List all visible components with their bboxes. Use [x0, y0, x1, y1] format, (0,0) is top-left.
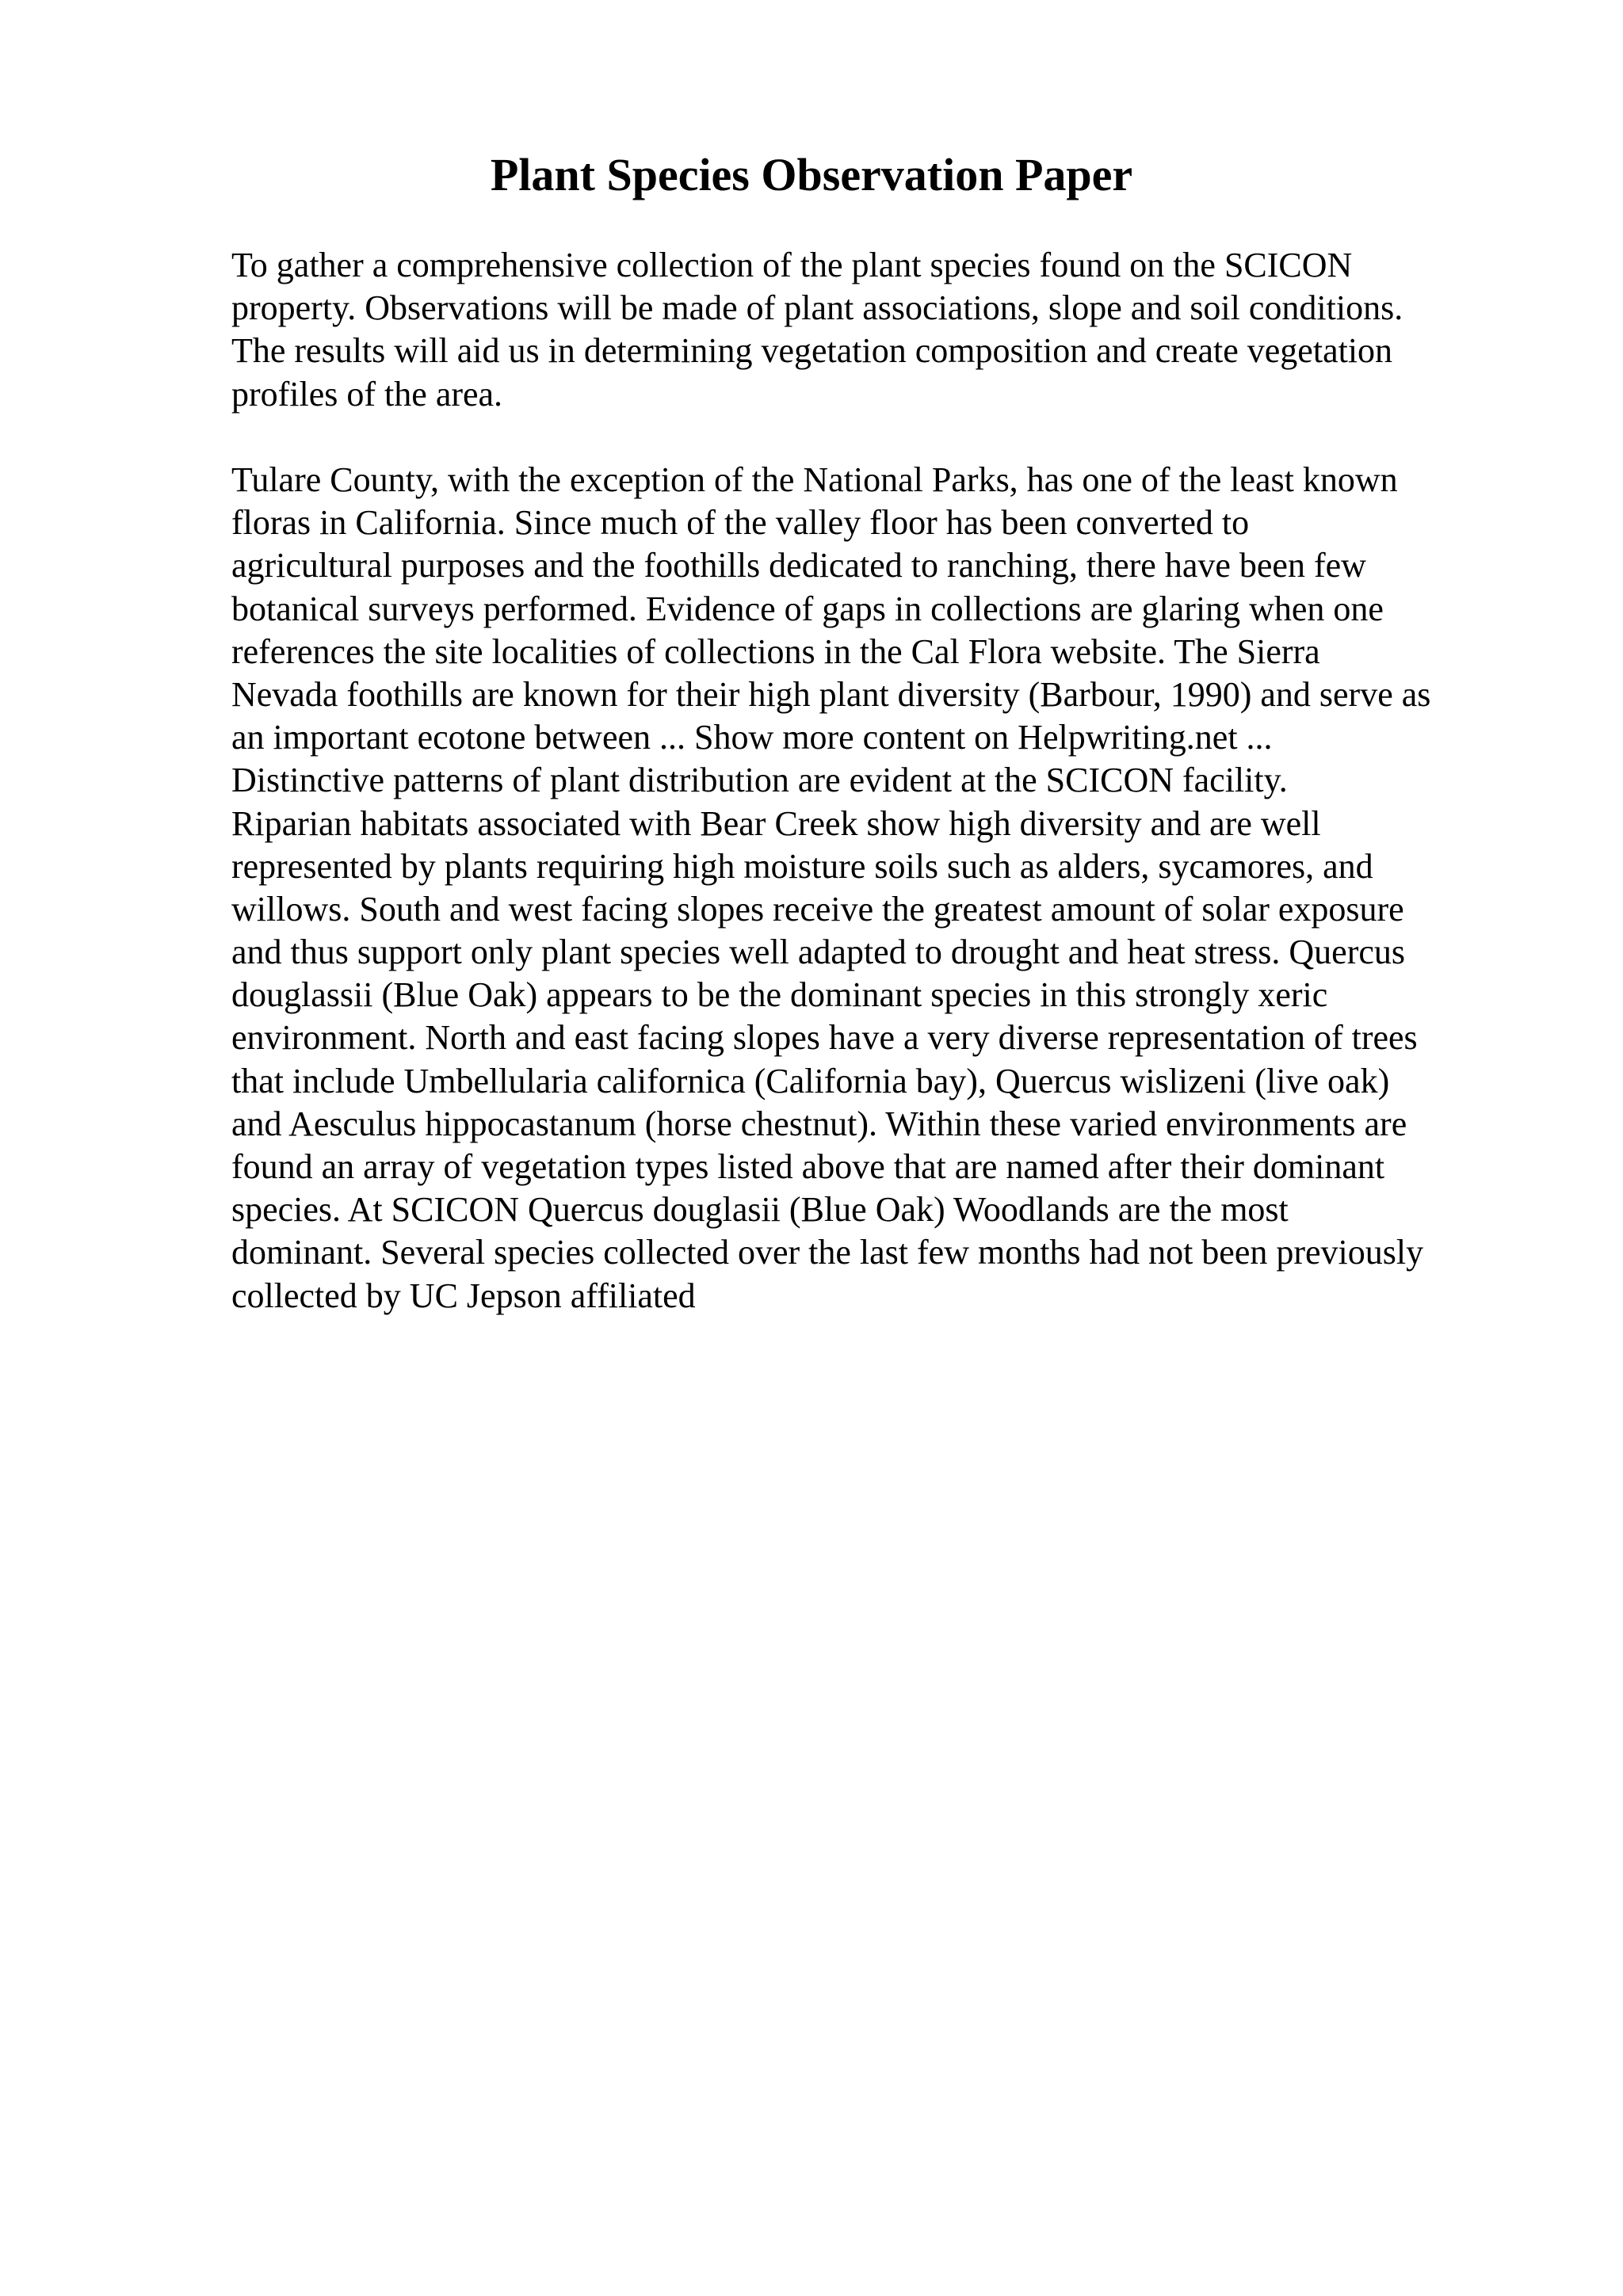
text-line: and thus support only plant species well adapted to drought and heat stress. Quercus: [231, 933, 1406, 972]
text-line: environment. North and east facing slopes have a very diverse representation of trees: [231, 1018, 1418, 1058]
text-line: botanical surveys performed. Evidence of gaps in collections are glaring when one: [231, 589, 1384, 628]
text-line: property. Observations will be made of plant associations, slope and soil conditions.: [231, 288, 1403, 328]
text-line: that include Umbellularia californica (California bay), Quercus wislizeni (live oak): [231, 1061, 1390, 1100]
text-line: Nevada foothills are known for their high plant diversity (Barbour, 1990) and serve as: [231, 674, 1431, 714]
text-line: Riparian habitats associated with Bear Creek show high diversity and are well: [231, 803, 1321, 843]
paragraph-body: [231, 460, 1515, 1322]
paragraph-intro: [231, 248, 1515, 420]
text-line: douglassii (Blue Oak) appears to be the dominant species in this strongly xeric: [231, 975, 1328, 1015]
text-line: agricultural purposes and the foothills dedicated to ranching, there have been few: [231, 546, 1366, 585]
text-line: willows. South and west facing slopes receive the greatest amount of solar exposure: [231, 889, 1404, 929]
text-line: found an array of vegetation types listed above that are named after their dominant: [231, 1147, 1385, 1186]
text-line: collected by UC Jepson affiliated: [231, 1276, 696, 1315]
text-line: represented by plants requiring high moisture soils such as alders, sycamores, and: [231, 846, 1373, 886]
text-line: floras in California. Since much of the valley floor has been converted to: [231, 503, 1250, 543]
text-line: and Aesculus hippocastanum (horse chestnut). Within these varied environments are: [231, 1104, 1407, 1143]
text-line: species. At SCICON Quercus douglasii (Blue Oak) Woodlands are the most: [231, 1190, 1289, 1230]
text-line: references the site localities of collections in the Cal Flora website. The Sierra: [231, 631, 1320, 671]
text-line: dominant. Several species collected over the last few months had not been previously: [231, 1233, 1424, 1272]
text-line: Distinctive patterns of plant distribution are evident at the SCICON facility.: [231, 761, 1288, 800]
text-line: Tulare County, with the exception of the National Parks, has one of the least known: [231, 460, 1398, 499]
text-line: To gather a comprehensive collection of the plant species found on the SCICON: [231, 246, 1353, 284]
text-line: an important ecotone between ... Show more content on Helpwriting.net ...: [231, 718, 1273, 757]
text-line: profiles of the area.: [231, 374, 503, 414]
text-line: The results will aid us in determining vegetation composition and create vegetation: [231, 331, 1393, 371]
document-title: Plant Species Observation Paper: [490, 149, 1133, 200]
